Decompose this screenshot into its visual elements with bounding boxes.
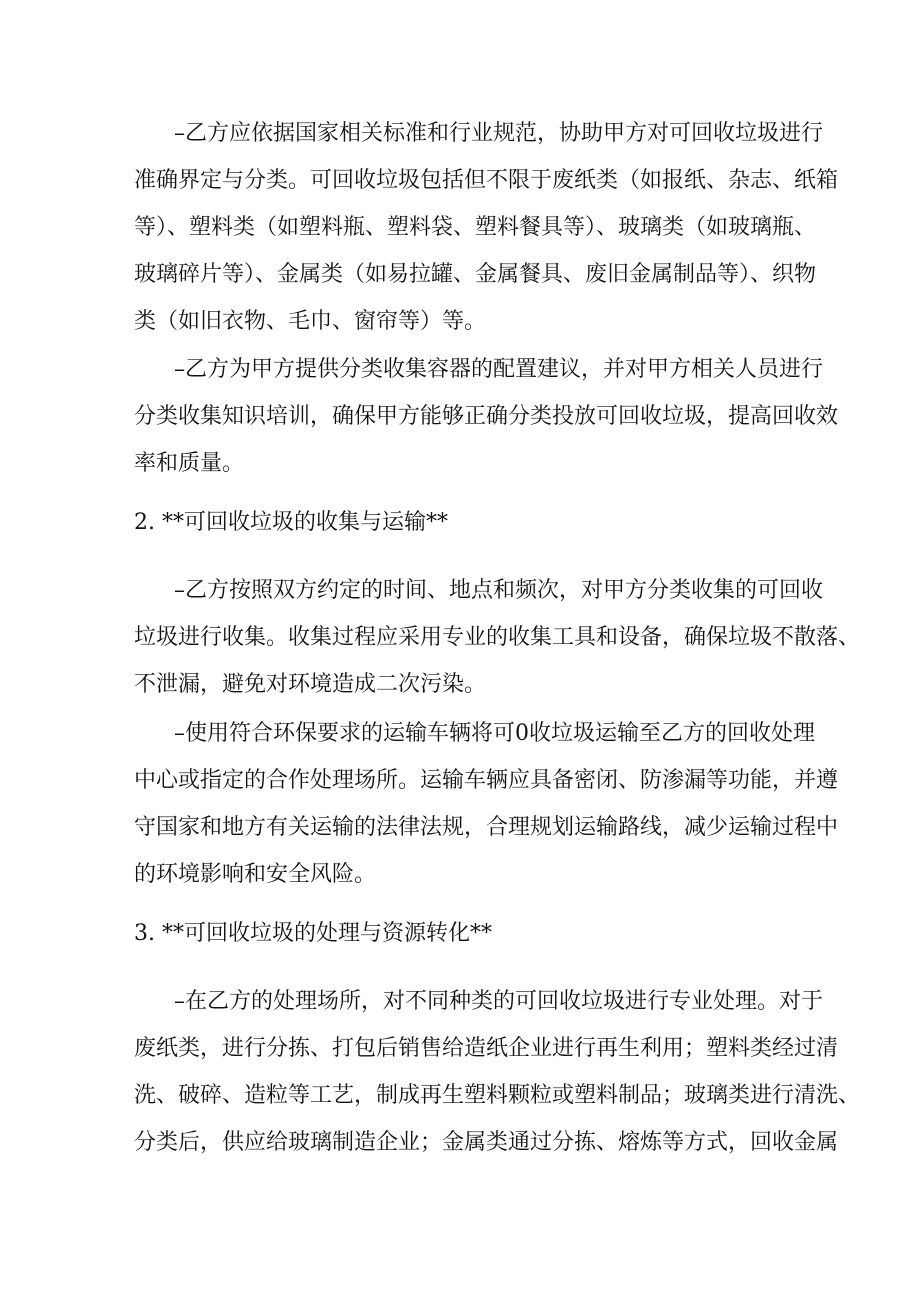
paragraph-line: 玻璃碎片等）、金属类（如易拉罐、金属餐具、废旧金属制品等）、织物 xyxy=(134,262,817,287)
paragraph-line: 率和质量。 xyxy=(134,451,245,476)
paragraph-line: –使用符合环保要求的运输车辆将可0收垃圾运输至乙方的回收处理 xyxy=(174,721,815,746)
paragraph-line: 废纸类，进行分拣、打包后销售给造纸企业进行再生利用；塑料类经过清 xyxy=(134,1036,839,1061)
paragraph-line: 等）、塑料类（如塑料瓶、塑料袋、塑料餐具等）、玻璃类（如玻璃瓶、 xyxy=(134,215,817,240)
section-heading: 2. **可回收垃圾的收集与运输** xyxy=(134,510,448,535)
paragraph-line: 准确界定与分类。可回收垃圾包括但不限于废纸类（如报纸、杂志、纸箱 xyxy=(134,168,839,193)
paragraph-line: –乙方按照双方约定的时间、地点和频次，对甲方分类收集的可回收 xyxy=(174,578,824,603)
paragraph-line: –在乙方的处理场所，对不同种类的可回收垃圾进行专业处理。对于 xyxy=(174,989,824,1014)
paragraph-line: 类（如旧衣物、毛巾、窗帘等）等。 xyxy=(134,309,487,334)
paragraph-line: –乙方为甲方提供分类收集容器的配置建议，并对甲方相关人员进行 xyxy=(174,357,824,382)
paragraph-line: 不泄漏，避免对环境造成二次污染。 xyxy=(134,672,487,697)
paragraph-line: 分类后，供应给玻璃制造企业；金属类通过分拣、熔炼等方式，回收金属 xyxy=(134,1130,839,1155)
paragraph-line: 垃圾进行收集。收集过程应采用专业的收集工具和设备，确保垃圾不散落、 xyxy=(134,625,861,650)
paragraph-line: 分类收集知识培训，确保甲方能够正确分类投放可回收垃圾，提高回收效 xyxy=(134,404,839,429)
paragraph-line: –乙方应依据国家相关标准和行业规范，协助甲方对可回收垃圾进行 xyxy=(174,121,824,146)
paragraph-line: 洗、破碎、造粒等工艺，制成再生塑料颗粒或塑料制品；玻璃类进行清洗、 xyxy=(134,1083,861,1108)
section-heading: 3. **可回收垃圾的处理与资源转化** xyxy=(134,921,492,946)
paragraph-line: 中心或指定的合作处理场所。运输车辆应具备密闭、防渗漏等功能，并遵 xyxy=(134,768,839,793)
paragraph-line: 的环境影响和安全风险。 xyxy=(134,862,377,887)
paragraph-line: 守国家和地方有关运输的法律法规，合理规划运输路线，减少运输过程中 xyxy=(134,815,839,840)
